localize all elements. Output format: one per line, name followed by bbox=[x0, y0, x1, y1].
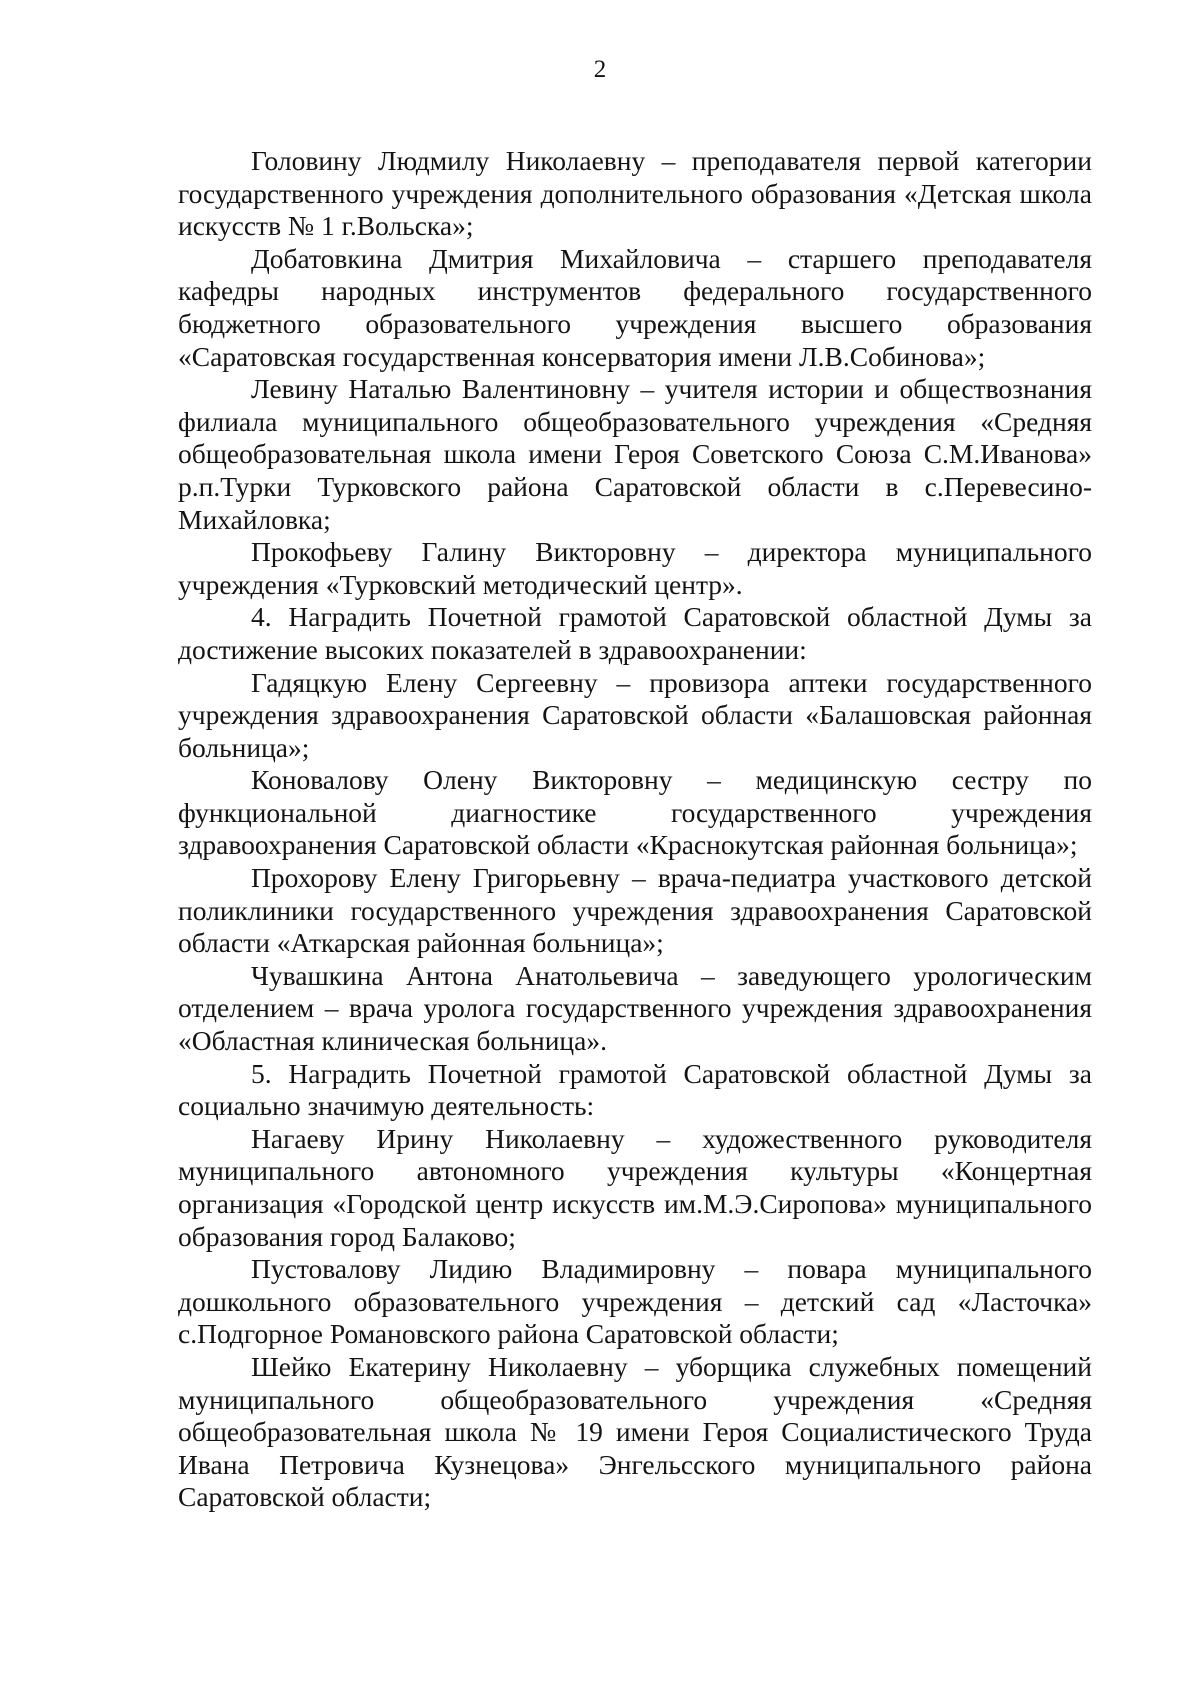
page-number: 2 bbox=[593, 56, 607, 83]
paragraph-prokofeva: Прокофьеву Галину Викторовну – директора муниципального учреждения «Турковский методический центр». bbox=[178, 536, 1092, 600]
paragraph-dobatovkin: Добатовкина Дмитрия Михайловича – старшего преподавателя кафедры народных инструментов федерального государственного бюджетного образовательного учреждения высшего образования «Саратовская государственная консерватория имени Л.В.Собинова»; bbox=[178, 242, 1092, 372]
paragraph-golovina: Головину Людмилу Николаевну – преподавателя первой категории государственного учреждения дополнительного образования «Детская школа искусств № 1 г.Вольска»; bbox=[178, 145, 1092, 242]
paragraph-pustovalova: Пустовалову Лидию Владимировну – повара муниципального дошкольного образовательного учреждения – детский сад «Ласточка» с.Подгорное Романовского района Саратовской области; bbox=[178, 1253, 1092, 1350]
paragraph-chuvashkin: Чувашкина Антона Анатольевича – заведующего урологическим отделением – врача уролога государственного учреждения здравоохранения «Областная клиническая больница». bbox=[178, 959, 1092, 1057]
section-4-heading: 4. Наградить Почетной грамотой Саратовской областной Думы за достижение высоких показателей в здравоохранении: bbox=[178, 601, 1092, 665]
document-body bbox=[178, 145, 1092, 1514]
paragraph-gadyatskaya: Гадяцкую Елену Сергеевну – провизора аптеки государственного учреждения здравоохранения Саратовской области «Балашовская районная больница»; bbox=[178, 666, 1092, 763]
paragraph-prokhorova: Прохорову Елену Григорьевну – врача-педиатра участкового детской поликлиники государственного учреждения здравоохранения Саратовской области «Аткарская районная больница»; bbox=[178, 862, 1092, 959]
paragraph-konovalova: Коновалову Олену Викторовну – медицинскую сестру по функциональной диагностике государственного учреждения здравоохранения Саратовской области «Краснокутская районная больница»; bbox=[178, 764, 1092, 861]
paragraph-sheiko: Шейко Екатерину Николаевну – уборщика служебных помещений муниципального общеобразовательного учреждения «Средняя общеобразовательная школа № 19 имени Героя Социалистического Труда Ивана Петровича Кузнецова» Энгельсского муниципального района Саратовской области; bbox=[178, 1350, 1092, 1513]
section-5-heading: 5. Наградить Почетной грамотой Саратовской областной Думы за социально значимую деятельность: bbox=[178, 1057, 1092, 1122]
paragraph-levina: Левину Наталью Валентиновну – учителя истории и обществознания филиала муниципального общеобразовательного учреждения «Средняя общеобразовательная школа имени Героя Советского Союза С.М.Иванова» р.п.Турки Турковского района Саратовской области в с.Перевесино-Михайловка; bbox=[178, 373, 1092, 535]
paragraph-nagaeva: Нагаеву Ирину Николаевну – художественного руководителя муниципального автономного учреждения культуры «Концертная организация «Городской центр искусств им.М.Э.Сиропова» муниципального образования город Балаково; bbox=[178, 1122, 1092, 1252]
